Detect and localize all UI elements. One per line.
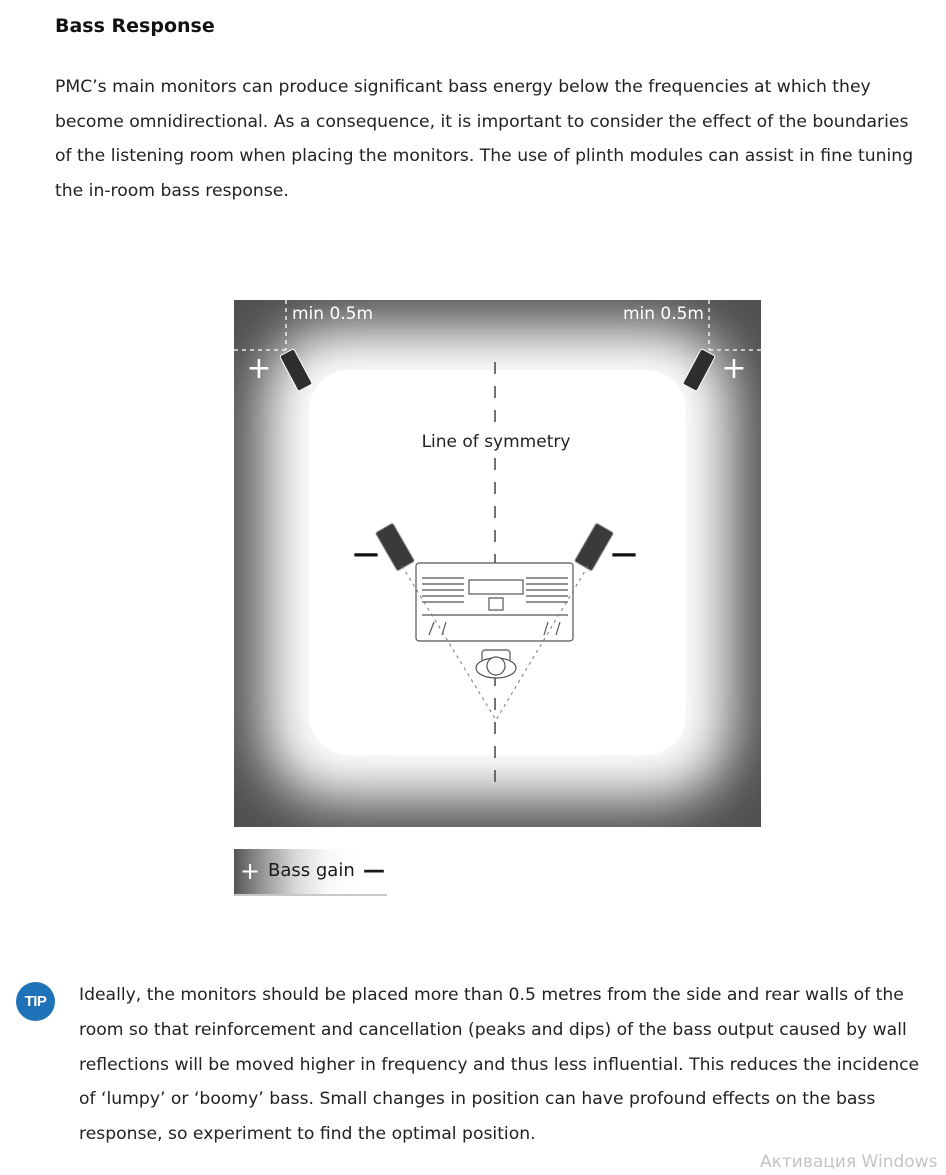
min-distance-right-label: min 0.5m bbox=[622, 304, 704, 324]
room-placement-diagram bbox=[234, 300, 761, 827]
bass-gain-minus-right: — bbox=[611, 539, 637, 569]
legend-minus: — bbox=[363, 858, 385, 883]
windows-activation-watermark: Активация Windows bbox=[760, 1152, 938, 1172]
symmetry-label: Line of symmetry bbox=[421, 432, 571, 452]
legend-plus: + bbox=[240, 857, 261, 885]
section-heading: Bass Response bbox=[55, 15, 215, 37]
listener bbox=[476, 650, 516, 678]
tip-badge: TIP bbox=[16, 982, 55, 1021]
bass-gain-minus-left: — bbox=[353, 539, 379, 569]
bass-gain-legend bbox=[234, 849, 387, 896]
intro-paragraph: PMC’s main monitors can produce significant bass energy below the frequencies at which they become omnidirectional. As a consequence, it is important to consider the effect of the boundaries of the listening room when placing the monitors. The use of plinth modules can assist in fine tuning the in-room bass response. bbox=[55, 77, 914, 201]
legend-label: Bass gain bbox=[268, 860, 355, 881]
bass-gain-plus-right: + bbox=[721, 351, 747, 386]
tip-text: Ideally, the monitors should be placed more than 0.5 metres from the side and rear walls of the room so that reinforcement and cancellation (peaks and dips) of the bass output caused by wall reflections will be moved higher in frequency and thus less influential. This reduces the incidence of ‘lumpy’ or ‘boomy’ bass. Small changes in position can have profound effects on the bass response, so experiment to find the optimal position. bbox=[79, 985, 920, 1145]
min-distance-left-label: min 0.5m bbox=[292, 304, 374, 324]
mixing-desk bbox=[416, 563, 573, 641]
bass-gain-plus-left: + bbox=[246, 351, 272, 386]
